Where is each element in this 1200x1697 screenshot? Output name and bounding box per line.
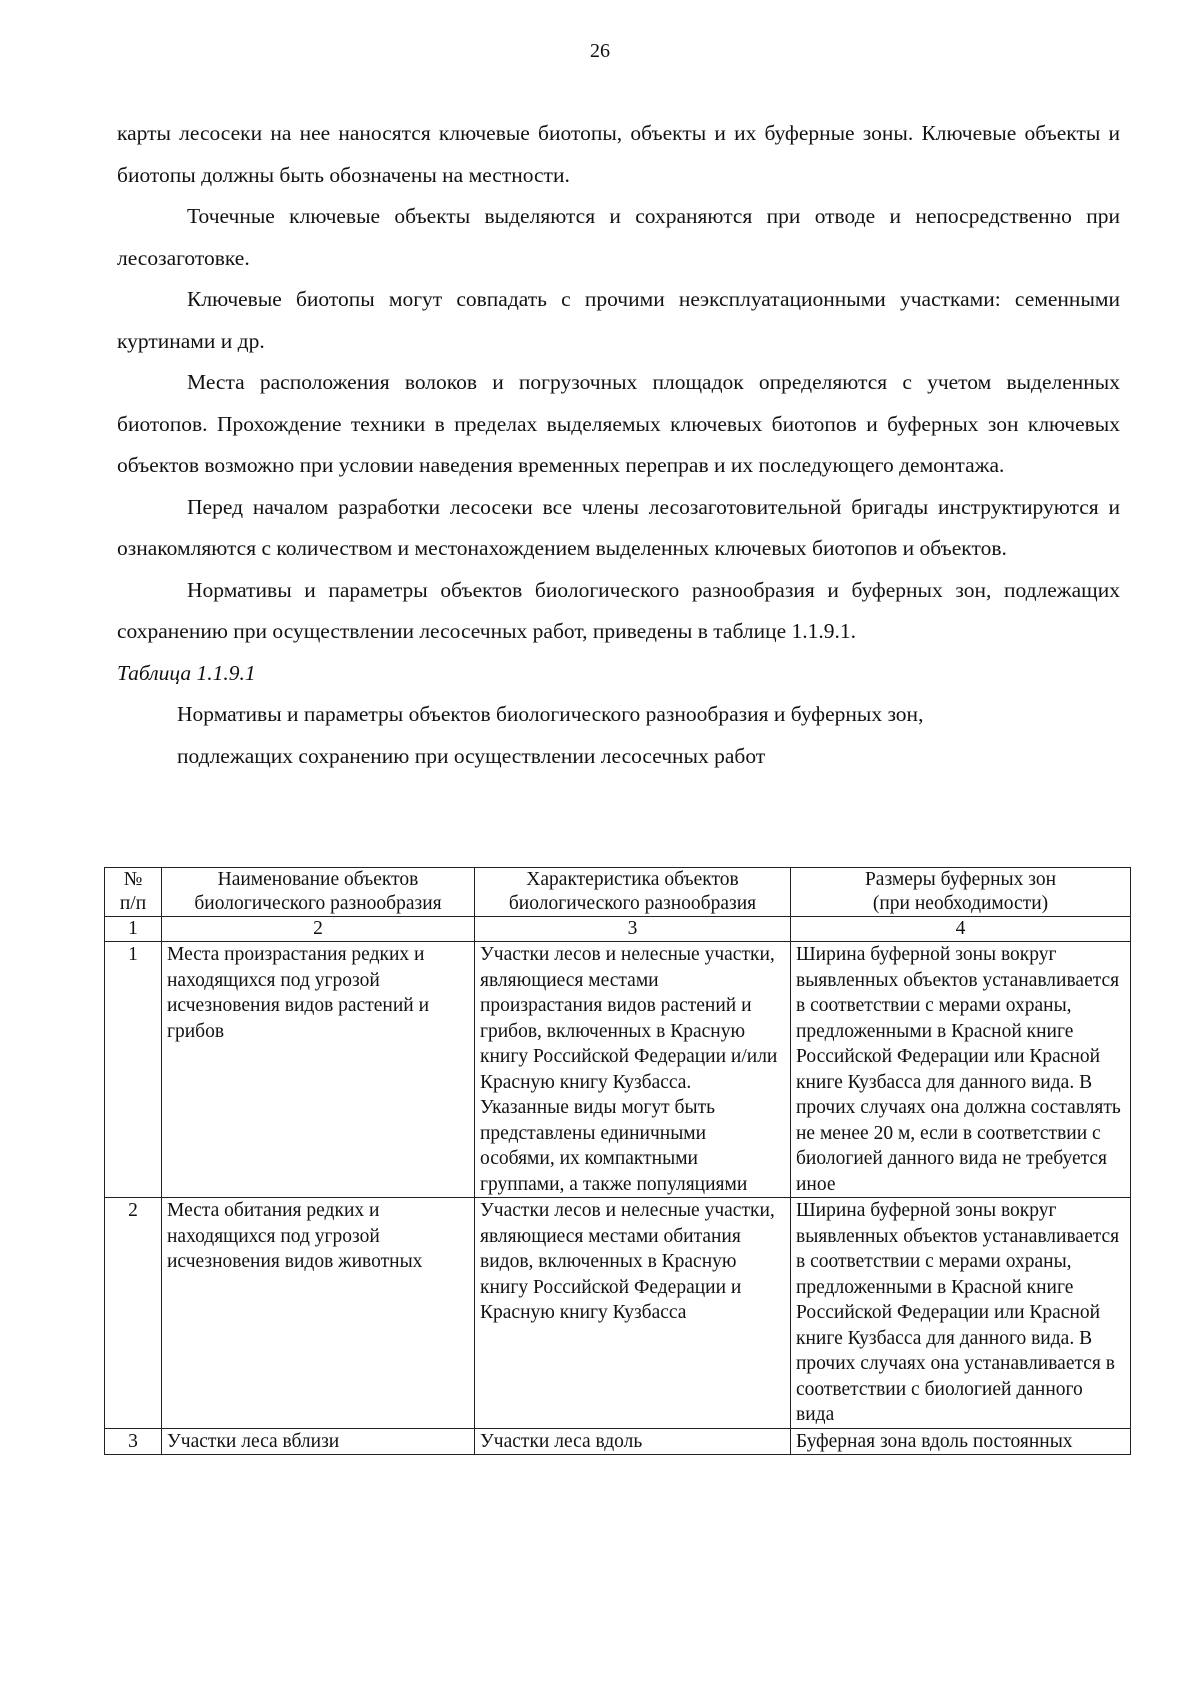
paragraph: Точечные ключевые объекты выделяются и сохраняются при отводе и непосредственно при лесозаготовке. — [117, 204, 1120, 270]
table-row — [105, 942, 1131, 1198]
header-characteristic — [475, 868, 791, 917]
header-buffer-size-line2: (при необходимости) — [872, 893, 1049, 914]
column-number: 2 — [162, 917, 475, 942]
table-title-line-2: подлежащих сохранению при осуществлении лесосечных работ — [177, 743, 766, 768]
row-buffer-size: Буферная зона вдоль постоянных — [791, 1428, 1131, 1455]
row-characteristic: Участки лесов и нелесные участки, являющиеся местами обитания видов, включенных в Красную книгу Российской Федерации и Красную книгу Кузбасса — [475, 1198, 791, 1429]
paragraph: Ключевые биотопы могут совпадать с прочими неэксплуатационными участками: семенными куртинами и др. — [117, 287, 1120, 353]
row-characteristic: Участки леса вдоль — [475, 1428, 791, 1455]
table-title-line-1: Нормативы и параметры объектов биологического разнообразия и буферных зон, — [177, 702, 924, 726]
table-row — [105, 1198, 1131, 1429]
header-number — [105, 868, 162, 917]
header-buffer-size-line1: Размеры буферных зон — [864, 869, 1057, 890]
column-number: 1 — [105, 917, 162, 942]
row-object-name: Участки леса вблизи — [162, 1428, 475, 1455]
row-buffer-size: Ширина буферной зоны вокруг выявленных объектов устанавливается в соответствии с мерами охраны, предложенными в Красной книге Российской Федерации или Красной книге Кузбасса для данного вида. В прочих случаях она должна составлять не менее 20 м, если в соответствии с биологией данного вида не требуется иное — [791, 942, 1131, 1198]
header-buffer-size — [791, 868, 1131, 917]
header-object-name — [162, 868, 475, 917]
column-number: 4 — [791, 917, 1131, 942]
row-characteristic: Участки лесов и нелесные участки, являющиеся местами произрастания видов растений и грибов, включенных в Красную книгу Российской Федерации и/или Красную книгу Кузбасса. Указанные виды могут быть представлены единичными особями, их компактными группами, а также популяциями — [475, 942, 791, 1198]
header-object-name-line2: биологического разнообразия — [194, 893, 442, 914]
paragraph: Перед началом разработки лесосеки все члены лесозаготовительной бригады инструктируются и ознакомляются с количеством и местонахождением выделенных ключевых биотопов и объектов. — [117, 494, 1120, 560]
header-object-name-line1: Наименование объектов — [217, 869, 419, 890]
table-row — [105, 1428, 1131, 1455]
norms-table — [104, 867, 1131, 1455]
header-characteristic-line1: Характеристика объектов — [526, 869, 739, 890]
row-number: 2 — [105, 1198, 162, 1429]
body-text — [117, 113, 1120, 777]
row-number: 1 — [105, 942, 162, 1198]
row-buffer-size: Ширина буферной зоны вокруг выявленных объектов устанавливается в соответствии с мерами охраны, предложенными в Красной книге Российской Федерации или Красной книге Кузбасса для данного вида. В прочих случаях она устанавливается в соответствии с биологией данного вида — [791, 1198, 1131, 1429]
paragraph: Нормативы и параметры объектов биологического разнообразия и буферных зон, подлежащих сохранению при осуществлении лесосечных работ, приведены в таблице 1.1.9.1. — [117, 577, 1120, 643]
header-number-line2: п/п — [119, 893, 147, 914]
header-number-line1: № — [123, 869, 143, 890]
row-object-name: Места произрастания редких и находящихся под угрозой исчезновения видов растений и грибов — [162, 942, 475, 1198]
page-number: 26 — [590, 40, 610, 62]
row-number: 3 — [105, 1428, 162, 1455]
paragraph: карты лесосеки на нее наносятся ключевые биотопы, объекты и их буферные зоны. Ключевые объекты и биотопы должны быть обозначены на местности. — [117, 121, 1120, 187]
header-characteristic-line2: биологического разнообразия — [508, 893, 757, 914]
table-header-row — [105, 868, 1131, 917]
row-object-name: Места обитания редких и находящихся под угрозой исчезновения видов животных — [162, 1198, 475, 1429]
column-number: 3 — [475, 917, 791, 942]
paragraph: Места расположения волоков и погрузочных площадок определяются с учетом выделенных биотопов. Прохождение техники в пределах выделяемых ключевых биотопов и буферных зон ключевых объектов возможно при условии наведения временных переправ и их последующего демонтажа. — [117, 370, 1120, 477]
column-number-row — [105, 917, 1131, 942]
table-label: Таблица 1.1.9.1 — [117, 660, 256, 685]
